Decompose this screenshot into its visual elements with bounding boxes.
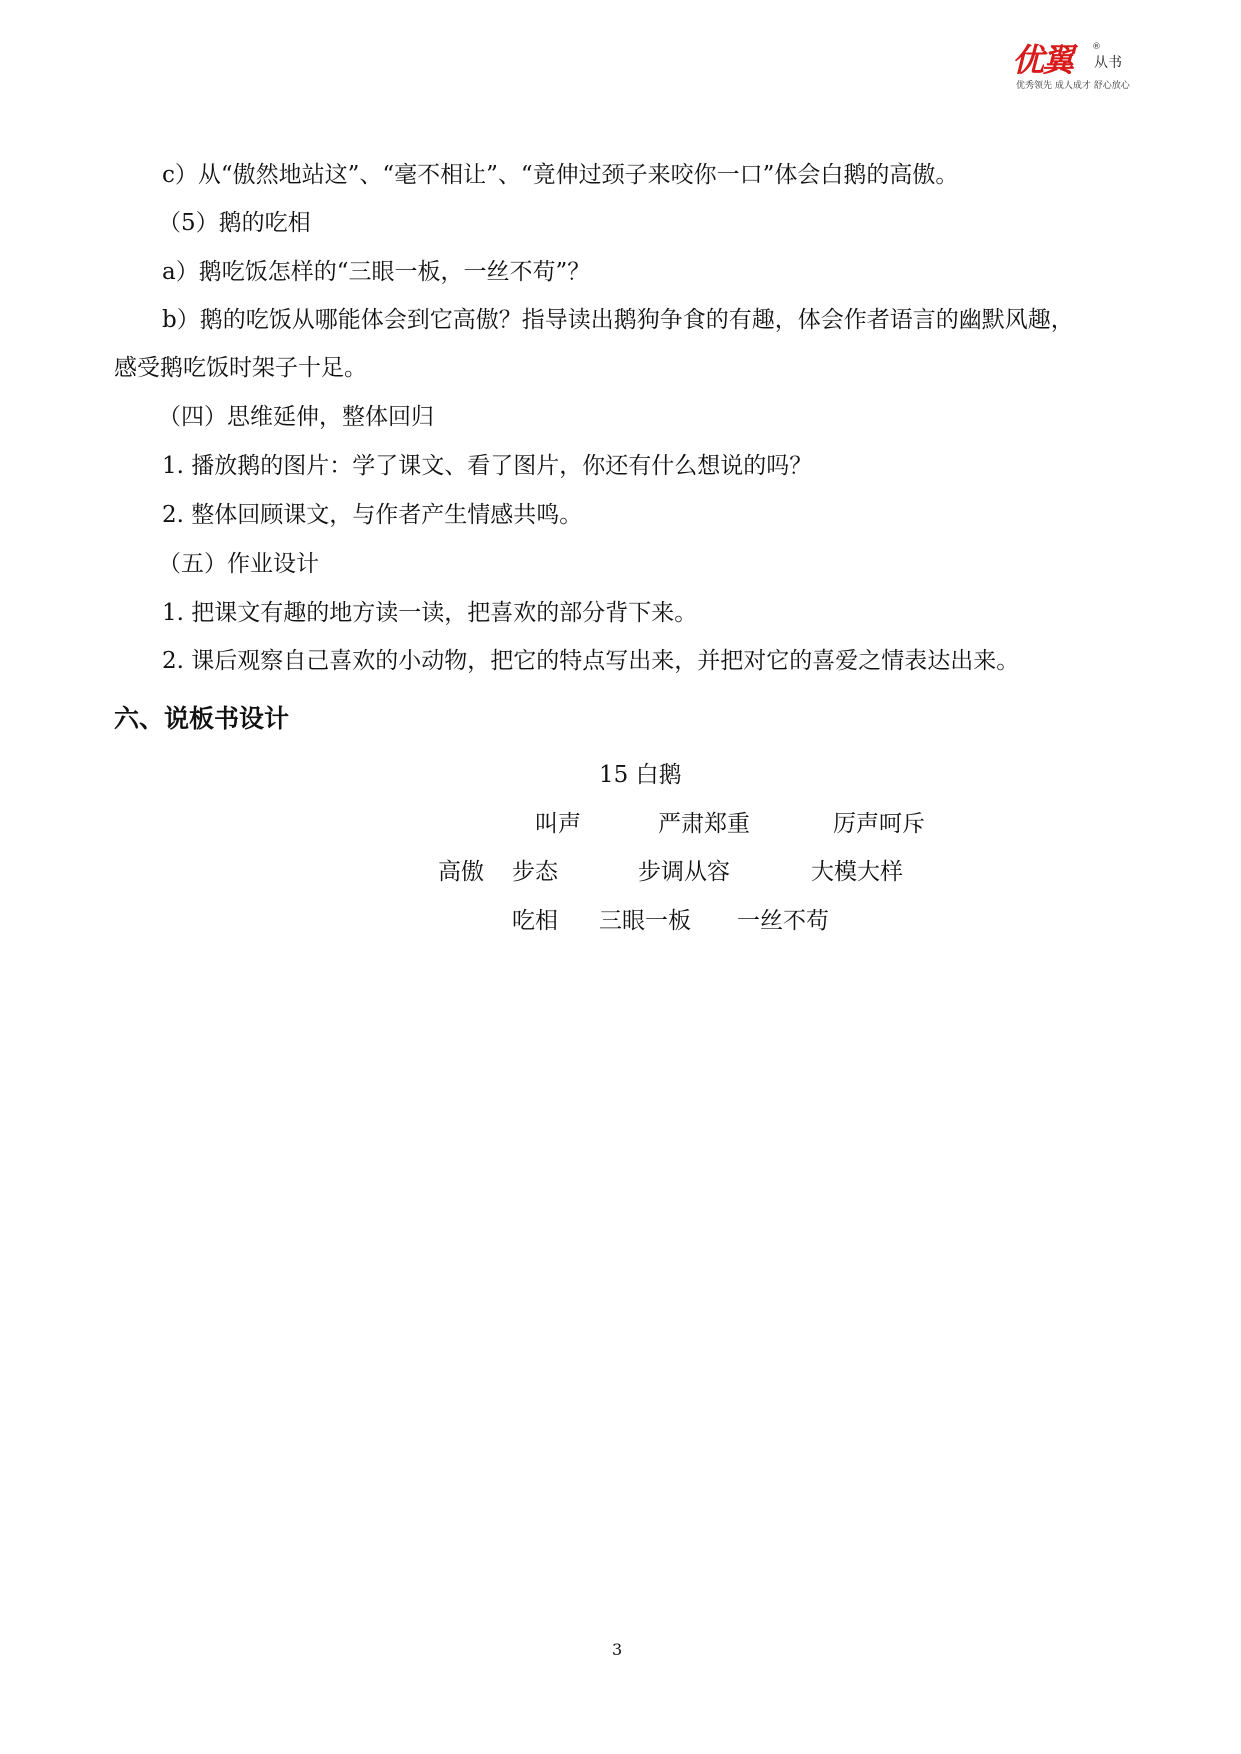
board-row1-aspect: 叫声	[535, 811, 581, 837]
paragraph-c: c）从“傲然地站这”、“毫不相让”、“竟伸过颈子来咬你一口”体会白鹅的高傲。	[162, 162, 959, 188]
section-5-item-1: 1. 把课文有趣的地方读一读，把喜欢的部分背下来。	[162, 600, 698, 626]
registered-mark: ®	[1092, 42, 1101, 52]
logo-slogan: 优秀领先 成人成才 舒心放心	[1016, 81, 1130, 91]
board-center: 高傲	[438, 859, 484, 885]
subheading-5: （5）鹅的吃相	[158, 210, 311, 236]
board-row2-aspect: 步态	[512, 859, 558, 885]
board-title: 15 白鹅	[599, 762, 682, 788]
board-row1-desc2: 厉声呵斥	[833, 811, 925, 837]
logo-brand: 优翼	[1012, 41, 1073, 79]
board-row2-desc1: 步调从容	[638, 859, 730, 885]
board-row1-desc1: 严肃郑重	[658, 811, 750, 837]
section-4-item-2: 2. 整体回顾课文，与作者产生情感共鸣。	[162, 502, 583, 528]
paragraph-b-line1: b）鹅的吃饭从哪能体会到它高傲？指导读出鹅狗争食的有趣，体会作者语言的幽默风趣，	[162, 307, 1074, 333]
board-row3-desc2: 一丝不苟	[737, 908, 829, 934]
section-4-item-1: 1. 播放鹅的图片：学了课文、看了图片，你还有什么想说的吗？	[162, 453, 813, 479]
brand-logo	[1012, 42, 1142, 94]
section-5-heading: （五）作业设计	[158, 551, 319, 577]
section-5-item-2: 2. 课后观察自己喜欢的小动物，把它的特点写出来，并把对它的喜爱之情表达出来。	[162, 648, 1020, 674]
section-4-heading: （四）思维延伸，整体回归	[158, 404, 434, 430]
section-6-heading: 六、说板书设计	[114, 704, 290, 733]
board-row2-desc2: 大模大样	[811, 859, 903, 885]
paragraph-b-line2: 感受鹅吃饭时架子十足。	[114, 355, 367, 381]
logo-series: 从书	[1094, 55, 1122, 71]
paragraph-a: a）鹅吃饭怎样的“三眼一板，一丝不苟”？	[162, 259, 591, 285]
board-row3-aspect: 吃相	[512, 908, 558, 934]
page-number: 3	[612, 1640, 623, 1659]
board-row3-desc1: 三眼一板	[599, 908, 691, 934]
